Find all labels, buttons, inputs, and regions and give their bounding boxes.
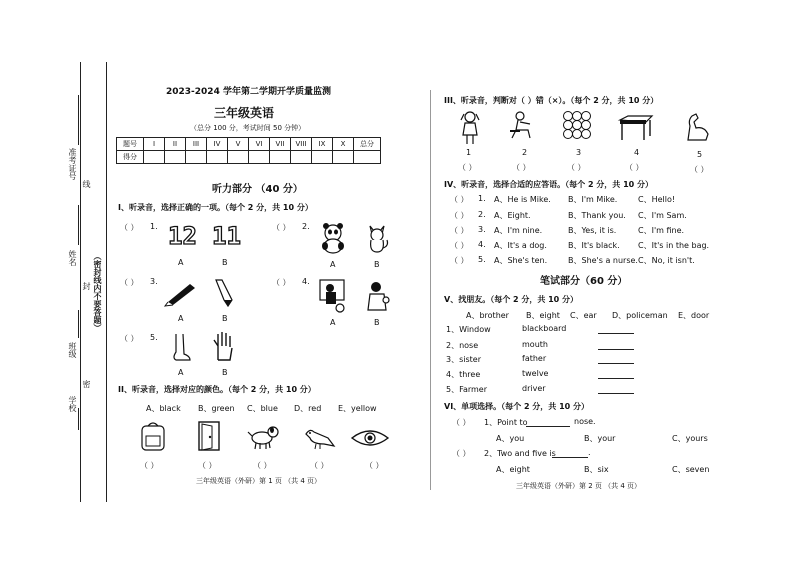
score-table-cell: X — [333, 138, 354, 151]
dog-icon — [246, 424, 282, 450]
q1-title: I、听录音，选择正确的一项。（每个 2 分，共 10 分） — [118, 203, 313, 212]
score-table-cell: II — [165, 138, 186, 151]
q1-item3-label-b: B — [222, 314, 228, 323]
q6-item1-option-c[interactable]: C、yours — [672, 434, 708, 443]
score-input-cell[interactable] — [144, 151, 165, 164]
q1-item4-paren[interactable]: （ ） — [272, 278, 291, 287]
score-input-cell[interactable] — [207, 151, 228, 164]
q1-item5-num: 5. — [150, 333, 158, 342]
q3-answer-1[interactable]: （ ） — [458, 163, 477, 172]
q1-item1-num: 1. — [150, 222, 158, 231]
q2-answer-2[interactable]: （ ） — [198, 461, 217, 470]
q3-num-1: 1 — [466, 148, 472, 157]
q4-row3-option-b[interactable]: B、Yes, it is. — [568, 226, 617, 235]
score-table — [116, 137, 381, 164]
score-table-cell: VIII — [291, 138, 312, 151]
page-footer-left: 三年级英语（外研）第 1 页 （共 4 页） — [196, 477, 322, 485]
q4-row3-option-a[interactable]: A、I'm nine. — [494, 226, 543, 235]
q1-item5-label-a: A — [178, 368, 184, 377]
score-input-cell[interactable] — [186, 151, 207, 164]
q6-item1-paren[interactable]: （ ） — [452, 418, 471, 427]
person-with-board-icon[interactable] — [318, 278, 346, 314]
q1-item1-paren[interactable]: （ ） — [120, 223, 139, 232]
writing-title: 笔试部分（60 分） — [540, 276, 628, 287]
q6-item1-blank[interactable] — [526, 426, 570, 427]
score-input-cell[interactable] — [291, 151, 312, 164]
binding-warning: （密封线内不要答题） — [93, 252, 102, 332]
hand-icon[interactable] — [212, 330, 236, 362]
score-input-cell[interactable] — [354, 151, 381, 164]
q4-row5-option-c[interactable]: C、No, it isn't. — [638, 256, 695, 265]
cat-icon[interactable] — [364, 222, 390, 254]
q4-row1-option-c[interactable]: C、Hello! — [638, 195, 676, 204]
bird-icon — [302, 424, 336, 450]
binding-line-outer — [80, 62, 81, 502]
exam-title: 2023-2024 学年第二学期开学质量监测 — [166, 87, 331, 97]
q1-item1-label-a: A — [178, 258, 184, 267]
q4-row4-option-c[interactable]: C、It's in the bag. — [638, 241, 710, 250]
q4-row4-option-b[interactable]: B、It's black. — [568, 241, 620, 250]
q2-answer-4[interactable]: （ ） — [310, 461, 329, 470]
q4-row4-option-a[interactable]: A、It's a dog. — [494, 241, 547, 250]
q3-answer-4[interactable]: （ ） — [625, 163, 644, 172]
score-table-cell: IV — [207, 138, 228, 151]
eye-icon — [350, 428, 390, 448]
sitting-person-icon — [508, 110, 540, 142]
score-table-cell: VI — [249, 138, 270, 151]
arm-icon — [684, 112, 710, 142]
q1-item2-num: 2. — [302, 222, 310, 231]
q5-row4-right: twelve — [522, 369, 549, 378]
binding-name-label: 姓名 — [68, 250, 77, 266]
q6-item2-paren[interactable]: （ ） — [452, 449, 471, 458]
q5-option-d: D、policeman — [612, 311, 668, 320]
schoolbag-icon — [138, 420, 168, 452]
q5-row3-right: father — [522, 354, 547, 363]
q5-option-c: C、ear — [570, 311, 597, 320]
page-footer-right: 三年级英语（外研）第 2 页 （共 4 页） — [516, 482, 642, 490]
q4-row2-option-a[interactable]: A、Eight. — [494, 211, 531, 220]
q5-row4-answer-line[interactable] — [598, 378, 634, 379]
binding-line-inner — [106, 62, 107, 502]
q5-option-b: B、eight — [526, 311, 560, 320]
q3-num-4: 4 — [634, 148, 640, 157]
q5-row1-answer-line[interactable] — [598, 333, 634, 334]
q1-item5-label-b: B — [222, 368, 228, 377]
q1-item3-paren[interactable]: （ ） — [120, 278, 139, 287]
balls-icon — [562, 110, 592, 140]
q2-option-a: A、black — [146, 404, 181, 413]
q5-row2-answer-line[interactable] — [598, 349, 634, 350]
binding-exam-no-label: 准考证号 — [68, 148, 77, 180]
q5-row5-left: 5、Farmer — [446, 385, 488, 394]
q6-item2-option-a[interactable]: A、eight — [496, 465, 530, 474]
q4-row5-num: 5. — [478, 255, 486, 264]
q1-item5-paren[interactable]: （ ） — [120, 334, 139, 343]
q1-item3-label-a: A — [178, 314, 184, 323]
exam-subject: 三年级英语 — [214, 106, 275, 120]
score-table-cell: VII — [270, 138, 291, 151]
q2-option-e: E、yellow — [338, 404, 377, 413]
q3-num-3: 3 — [576, 148, 582, 157]
q6-item1-stem-b: nose. — [574, 417, 596, 426]
q4-row2-paren[interactable]: （ ） — [450, 211, 469, 220]
pen-icon[interactable] — [164, 280, 198, 306]
q4-title: IV、听录音，选择合适的应答语。（每个 2 分，共 10 分） — [444, 180, 654, 189]
score-input-cell[interactable] — [165, 151, 186, 164]
score-input-cell[interactable] — [228, 151, 249, 164]
q2-answer-5[interactable]: （ ） — [365, 461, 384, 470]
q5-title: V、找朋友。（每个 2 分，共 10 分） — [444, 295, 579, 304]
desk-icon — [618, 114, 654, 142]
q6-item2-stem-a: 2、Two and five is — [484, 449, 556, 458]
q2-option-b: B、green — [198, 404, 235, 413]
exam-no-write-line — [78, 95, 79, 145]
q4-row4-num: 4. — [478, 240, 486, 249]
q4-row5-option-b[interactable]: B、She's a nurse. — [568, 256, 638, 265]
q5-row2-right: mouth — [522, 340, 548, 349]
q4-row2-option-b[interactable]: B、Thank you. — [568, 211, 626, 220]
score-table-cell: 得分 — [117, 151, 144, 164]
school-write-line — [78, 408, 79, 430]
score-input-cell[interactable] — [333, 151, 354, 164]
q6-item1-option-b[interactable]: B、your — [584, 434, 616, 443]
binding-class-label: 班级 — [68, 342, 77, 358]
score-table-cell: I — [144, 138, 165, 151]
foot-icon[interactable] — [168, 332, 192, 362]
q6-item2-blank[interactable] — [552, 457, 588, 458]
q1-item2-label-b: B — [374, 260, 380, 269]
q5-option-a: A、brother — [466, 311, 509, 320]
q1-item4-label-a: A — [330, 318, 336, 327]
q3-num-5: 5 — [697, 150, 703, 159]
q5-row3-left: 3、sister — [446, 355, 481, 364]
q4-row3-paren[interactable]: （ ） — [450, 226, 469, 235]
score-input-cell[interactable] — [312, 151, 333, 164]
q6-item1-option-a[interactable]: A、you — [496, 434, 525, 443]
name-write-line — [78, 205, 79, 245]
q4-row1-option-b[interactable]: B、I'm Mike. — [568, 195, 618, 204]
q1-item4-label-b: B — [374, 318, 380, 327]
q5-row1-right: blackboard — [522, 324, 567, 333]
girl-icon — [458, 110, 482, 146]
binding-seal-mark: 封 — [82, 282, 91, 290]
page-divider — [430, 90, 431, 490]
panda-icon[interactable] — [318, 222, 348, 254]
q4-row4-paren[interactable]: （ ） — [450, 241, 469, 250]
q5-row4-left: 4、three — [446, 370, 481, 379]
q2-option-c: C、blue — [247, 404, 278, 413]
score-table-cell: III — [186, 138, 207, 151]
doctor-icon[interactable] — [364, 280, 392, 312]
q5-row3-answer-line[interactable] — [598, 363, 634, 364]
q5-row2-left: 2、nose — [446, 341, 479, 350]
binding-line-mark: 线 — [82, 180, 91, 188]
q4-row1-num: 1. — [478, 194, 486, 203]
q3-title: III、听录音，判断对（ ）错（×）。（每个 2 分，共 10 分） — [444, 96, 659, 105]
pencil-icon[interactable] — [210, 278, 236, 308]
q1-item1-option-a[interactable]: 12 — [168, 222, 197, 250]
q2-answer-1[interactable]: （ ） — [140, 461, 159, 470]
q4-row1-paren[interactable]: （ ） — [450, 195, 469, 204]
q2-option-d: D、red — [294, 404, 322, 413]
q1-item4-num: 4. — [302, 277, 310, 286]
score-table-score-row — [117, 151, 381, 164]
q3-answer-2[interactable]: （ ） — [512, 163, 531, 172]
q5-row1-left: 1、Window — [446, 325, 491, 334]
q4-row5-option-a[interactable]: A、She's ten. — [494, 256, 548, 265]
q3-answer-3[interactable]: （ ） — [567, 163, 586, 172]
score-table-cell: IX — [312, 138, 333, 151]
q5-row5-answer-line[interactable] — [598, 393, 634, 394]
binding-secret-mark: 密 — [82, 380, 91, 388]
door-icon — [196, 420, 222, 452]
score-table-header-row — [117, 138, 381, 151]
q3-num-2: 2 — [522, 148, 528, 157]
q1-item2-label-a: A — [330, 260, 336, 269]
q4-row1-option-a[interactable]: A、He is Mike. — [494, 195, 551, 204]
q2-title: II、听录音，选择对应的颜色。（每个 2 分，共 10 分） — [118, 385, 316, 394]
q1-item1-label-b: B — [222, 258, 228, 267]
q6-item2-stem-b: . — [588, 448, 591, 457]
q5-option-e: E、door — [678, 311, 710, 320]
q1-item3-num: 3. — [150, 277, 158, 286]
q6-title: VI、单项选择。（每个 2 分，共 10 分） — [444, 402, 590, 411]
q1-item2-paren[interactable]: （ ） — [272, 223, 291, 232]
score-input-cell[interactable] — [270, 151, 291, 164]
q4-row5-paren[interactable]: （ ） — [450, 256, 469, 265]
q4-row2-option-c[interactable]: C、I'm Sam. — [638, 211, 687, 220]
q6-item1-stem-a: 1、Point to — [484, 418, 528, 427]
q2-answer-3[interactable]: （ ） — [253, 461, 272, 470]
q4-row2-num: 2. — [478, 210, 486, 219]
q6-item2-option-b[interactable]: B、six — [584, 465, 609, 474]
score-table-cell: 题号 — [117, 138, 144, 151]
q4-row3-option-c[interactable]: C、I'm fine. — [638, 226, 685, 235]
q3-answer-5[interactable]: （ ） — [690, 165, 709, 174]
binding-school-label: 学校 — [68, 396, 77, 412]
q1-item1-option-b[interactable]: 11 — [212, 222, 241, 250]
q4-row3-num: 3. — [478, 225, 486, 234]
listening-title: 听力部分 （40 分） — [212, 184, 303, 195]
class-write-line — [78, 310, 79, 338]
q5-row5-right: driver — [522, 384, 546, 393]
exam-note: （总分 100 分，考试时间 50 分钟） — [190, 124, 306, 132]
score-table-cell: 总分 — [354, 138, 381, 151]
q6-item2-option-c[interactable]: C、seven — [672, 465, 710, 474]
score-input-cell[interactable] — [249, 151, 270, 164]
score-table-cell: V — [228, 138, 249, 151]
